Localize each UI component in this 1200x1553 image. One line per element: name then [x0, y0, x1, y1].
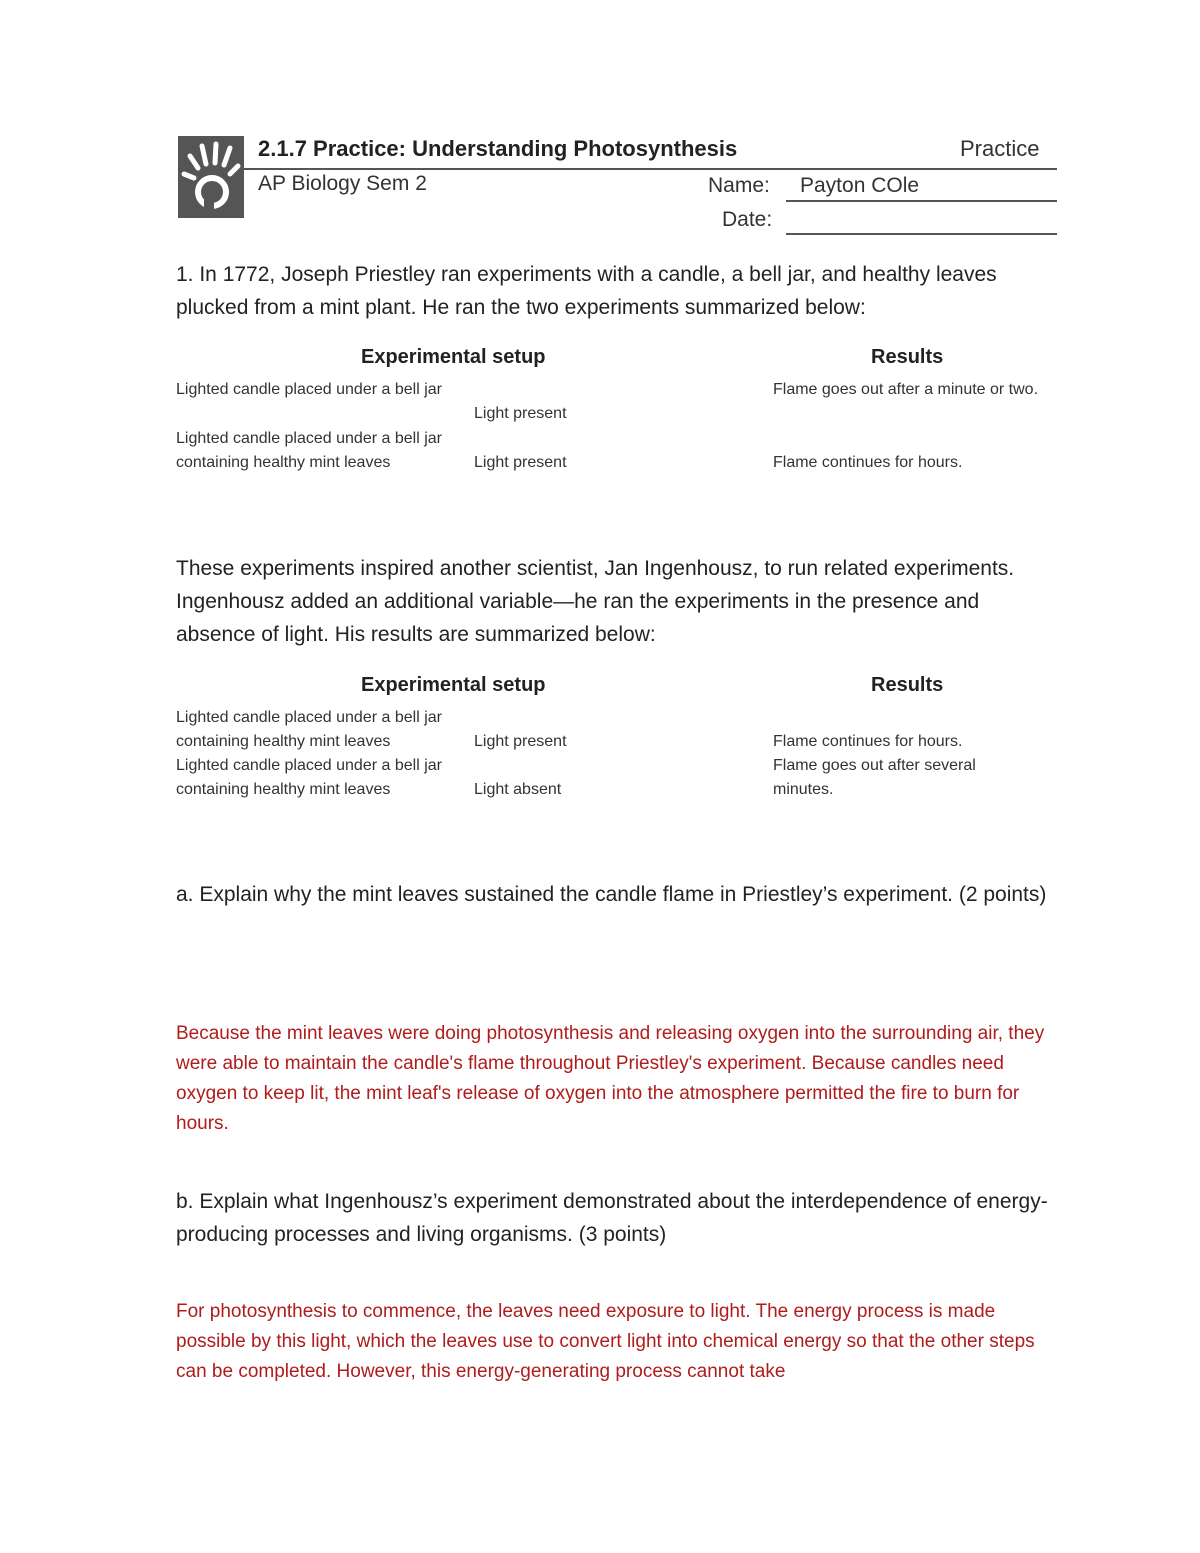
answer-a[interactable]: Because the mint leaves were doing photosynthesis and releasing oxygen into the surrounding air, they were able to maintain the candle's flame throughout Priestley's experiment. Because candles need oxygen to keep lit, the mint leaf's release of oxygen into the atmosphere permitted the fire to burn for hours. [176, 1023, 1045, 1134]
question-1-intro: 1. In 1772, Joseph Priestley ran experiments with a candle, a bell jar, and healthy leaves plucked from a mint plant. He ran the two experiments summarized below: [176, 263, 997, 319]
table-header-setup: Experimental setup [361, 674, 546, 696]
page-title: 2.1.7 Practice: Understanding Photosynthesis [258, 136, 738, 161]
name-field[interactable]: Payton COle [800, 174, 920, 197]
table-cell-light: Light present [474, 733, 567, 750]
ingenhousz-intro: These experiments inspired another scientist, Jan Ingenhousz, to run related experiments. Ingenhousz added an additional variable—he ran the experiments in the presence and absence of light. His results are summarized below: [176, 557, 1015, 646]
table-header-setup: Experimental setup [361, 346, 546, 368]
table-header-results: Results [871, 346, 944, 368]
header-divider [244, 168, 1057, 170]
table-cell-light: Light absent [474, 781, 562, 798]
table-cell-setup: Lighted candle placed under a bell jar containing healthy mint leaves [176, 430, 442, 471]
table-cell-setup: Lighted candle placed under a bell jar containing healthy mint leaves [176, 709, 442, 750]
table-cell-setup: Lighted candle placed under a bell jar [176, 381, 442, 398]
table-cell-result: Flame continues for hours. [773, 733, 963, 750]
question-a: a. Explain why the mint leaves sustained the candle flame in Priestley’s experiment. (2 points) [176, 883, 1047, 906]
answer-b[interactable]: For photosynthesis to commence, the leaves need exposure to light. The energy process is made possible by this light, which the leaves use to convert light into chemical energy so that the other steps can be completed. However, this energy-generating process cannot take [176, 1301, 1035, 1382]
priestley-results-table [176, 346, 1056, 486]
table-cell-result: Flame continues for hours. [773, 454, 963, 471]
name-underline [786, 200, 1057, 202]
ingenhousz-results-table [176, 674, 1056, 814]
table-cell-light: Light present [474, 454, 567, 471]
document-type-label: Practice [960, 136, 1040, 161]
table-cell-result: Flame goes out after several minutes. [773, 757, 976, 798]
date-field[interactable] [786, 233, 1057, 235]
table-cell-result: Flame goes out after a minute or two. [773, 381, 1039, 398]
question-b: b. Explain what Ingenhousz’s experiment demonstrated about the interdependence of energy-producing processes and living organisms. (3 points) [176, 1190, 1048, 1246]
sun-bulb-logo-icon [178, 136, 244, 218]
date-label: Date: [722, 208, 773, 231]
table-header-results: Results [871, 674, 944, 696]
name-label: Name: [708, 174, 770, 197]
table-cell-light: Light present [474, 405, 567, 422]
table-cell-setup: Lighted candle placed under a bell jar containing healthy mint leaves [176, 757, 442, 798]
course-name: AP Biology Sem 2 [258, 172, 427, 195]
